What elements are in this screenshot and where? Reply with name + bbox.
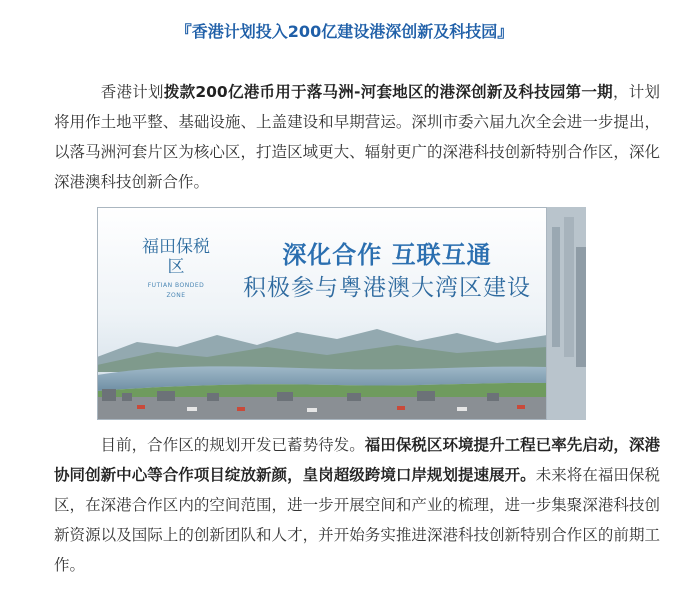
paragraph-1-rest: ，计划将用作土地平整、基础设施、上盖建设和早期营运。深圳市委六届九次全会进一步提出，以落马洲河套片区为核心区，打造区域更大、辐射更广的深港科技创新特别合作区，深化深港澳科技创新合作。 bbox=[54, 83, 660, 191]
logo-subtitle: FUTIAN BONDED ZONE bbox=[147, 282, 205, 299]
futian-logo bbox=[137, 237, 215, 301]
paragraph-2-rest: 未来将在福田保税区，在深港合作区内的空间范围，进一步开展空间和产业的梳理，进一步集聚深港科技创新资源以及国际上的创新团队和人才，并开始务实推进深港科技创新特别合作区的前期工作。 bbox=[54, 466, 660, 574]
paragraph-2 bbox=[54, 430, 660, 580]
paragraph-1-bold: 拨款200亿港币用于落马洲-河套地区的港深创新及科技园第一期 bbox=[163, 83, 613, 101]
paragraph-1 bbox=[54, 77, 660, 197]
billboard-slogan-1: 深化合作 互联互通 bbox=[282, 241, 492, 269]
paragraph-2-lead: 目前，合作区的规划开发已蓄势待发。 bbox=[100, 436, 365, 454]
billboard-photo bbox=[97, 207, 586, 420]
billboard-slogan-2: 积极参与粤港澳大湾区建设 bbox=[243, 275, 531, 301]
paragraph-2-bold: 福田保税区环境提升工程已率先启动，深港协同创新中心等合作项目绽放新颜，皇岗超级跨境口岸规划提速展开。 bbox=[54, 436, 660, 484]
paragraph-1-lead: 香港计划 bbox=[100, 83, 164, 101]
logo-text: 福田保税区 bbox=[142, 237, 210, 277]
article-heading: 『香港计划投入200亿建设港深创新及科技园』 bbox=[175, 22, 514, 41]
